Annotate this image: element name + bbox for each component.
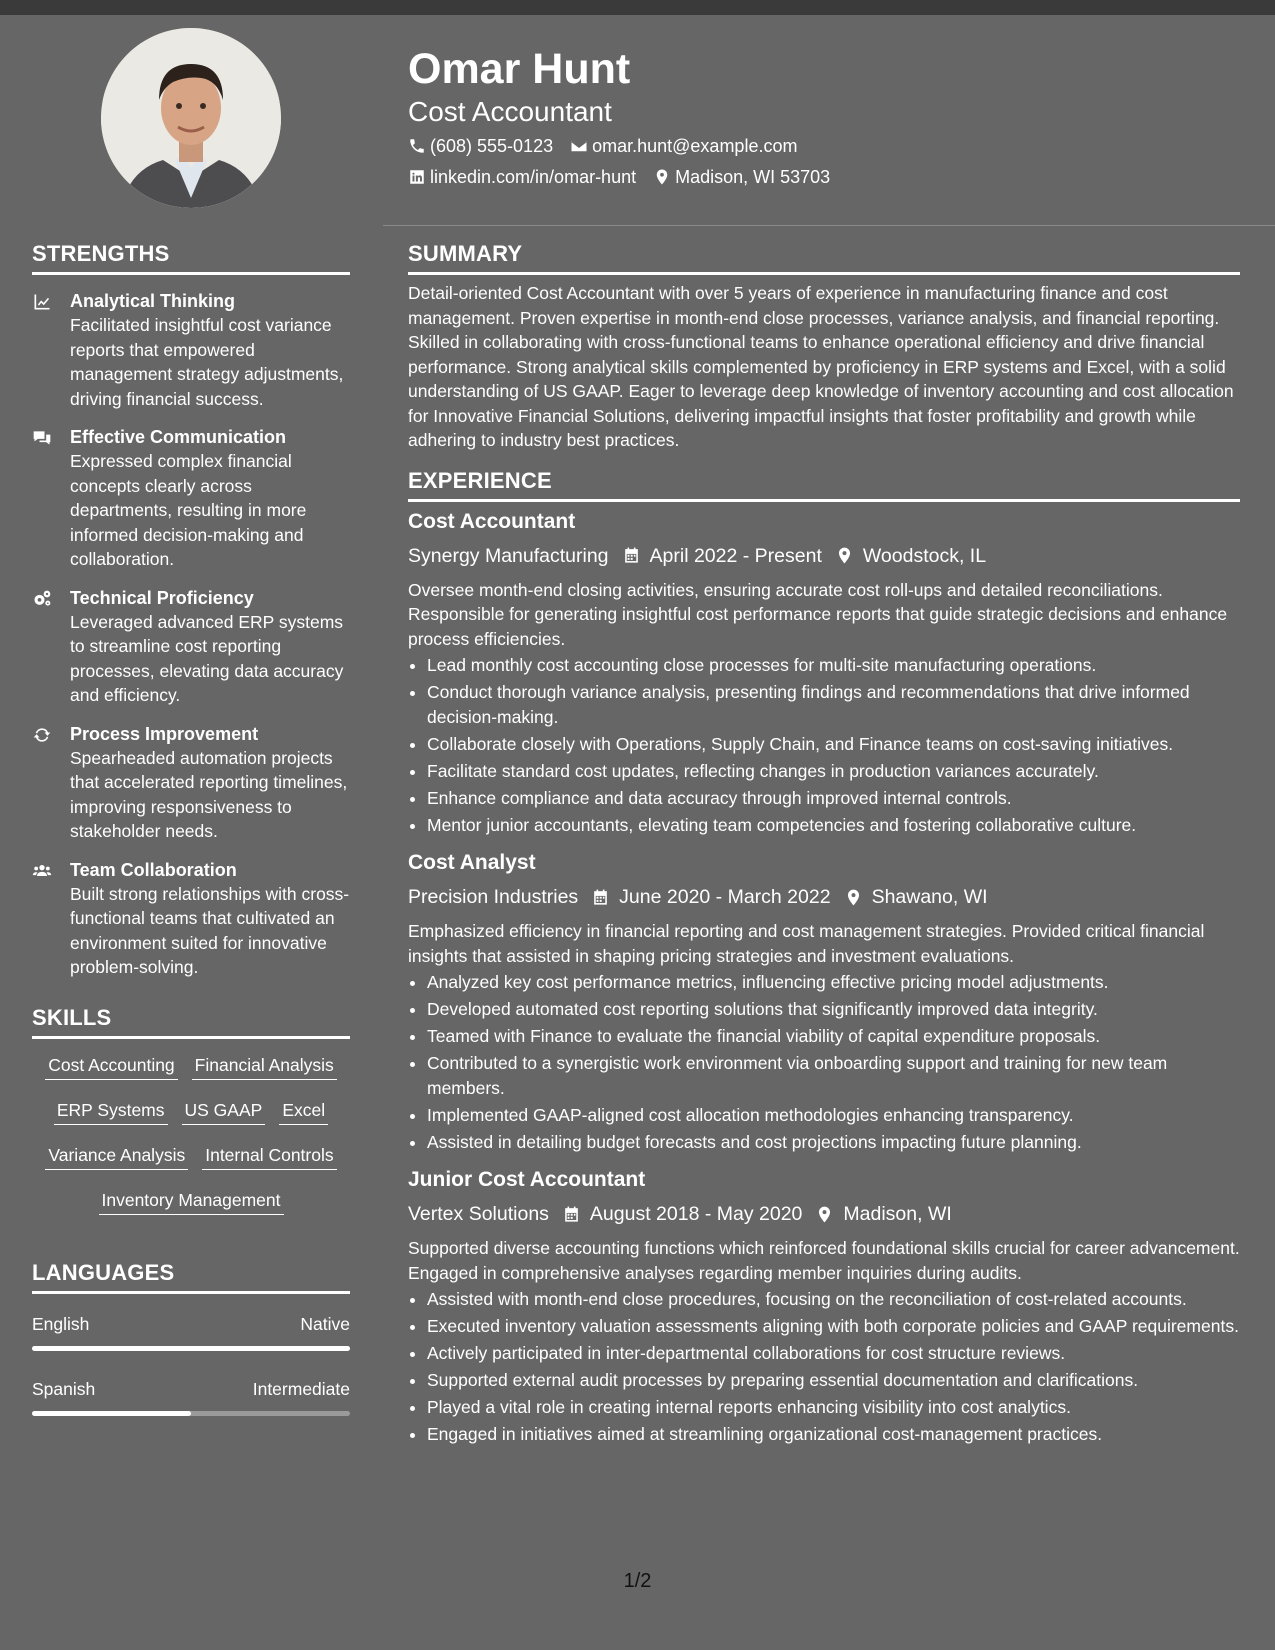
left-column bbox=[32, 240, 350, 1416]
contact-row-1 bbox=[408, 134, 814, 158]
job-bullets bbox=[408, 1287, 1240, 1447]
page-indicator: 1/2 bbox=[623, 1570, 652, 1592]
email-contact[interactable] bbox=[570, 134, 797, 158]
experience-title: EXPERIENCE bbox=[408, 467, 552, 493]
skill-tag: ERP Systems bbox=[54, 1098, 168, 1125]
language-level: Native bbox=[300, 1313, 350, 1334]
job-bullet: • Lead monthly cost accounting close processes for multi-site manufacturing operations. bbox=[427, 653, 1240, 678]
job-company: Synergy Manufacturing bbox=[408, 544, 609, 567]
languages-rule bbox=[32, 1291, 350, 1294]
email-text[interactable]: omar.hunt@example.com bbox=[592, 136, 798, 156]
job-company: Vertex Solutions bbox=[408, 1203, 549, 1225]
job-bullet: • Actively participated in inter-departmental collaborations for cost structure reviews. bbox=[427, 1341, 1240, 1366]
summary-text: Detail-oriented Cost Accountant with over 5 years of experience in manufacturing finance and cost management. Proven expertise in month-end close processes, variance analysis, and financial reporting. Skilled in collaborating with cross-functional teams to enhance operational efficiency and drive financial performance. Strong analytical skills complemented by proficiency in ERP systems and Excel, with a solid understanding of US GAAP. Eager to leverage deep knowledge of inventory accounting and cost allocation for Innovative Financial Solutions, delivering impactful insights that foster profitability and growth while adhering to industry best practices. bbox=[408, 283, 1234, 450]
language-item bbox=[32, 1377, 350, 1416]
job-bullet: • Mentor junior accountants, elevating team competencies and fostering collaborative culture. bbox=[427, 813, 1240, 838]
skill-tag: Cost Accounting bbox=[45, 1053, 177, 1080]
languages-title: LANGUAGES bbox=[32, 1259, 175, 1285]
line-chart-icon bbox=[32, 292, 52, 312]
job-location: Woodstock, IL bbox=[862, 544, 987, 567]
calendar-icon bbox=[622, 546, 641, 565]
job-title: Junior Cost Accountant bbox=[408, 1168, 646, 1191]
job-entry bbox=[408, 849, 1240, 1154]
skill-tag: US GAAP bbox=[182, 1098, 266, 1125]
job-bullets bbox=[408, 970, 1240, 1154]
summary-title: SUMMARY bbox=[408, 241, 523, 266]
language-bar-fill bbox=[32, 1346, 350, 1351]
job-location: Madison, WI bbox=[843, 1203, 952, 1225]
linkedin-text[interactable]: linkedin.com/in/omar-hunt bbox=[430, 167, 637, 187]
job-dates: June 2020 - March 2022 bbox=[619, 886, 831, 908]
job-description: Oversee month-end closing activities, ensuring accurate cost roll-ups and detailed reconciliations. Responsible for generating insightful cost performance reports that guide strategic decisions and enhance process efficiencies. bbox=[408, 579, 1228, 649]
skill-tag: Variance Analysis bbox=[45, 1143, 188, 1170]
language-level: Intermediate bbox=[252, 1378, 350, 1399]
language-name: English bbox=[32, 1313, 90, 1334]
strength-title: Effective Communication bbox=[70, 427, 287, 447]
strength-title: Analytical Thinking bbox=[70, 291, 236, 311]
calendar-icon bbox=[591, 888, 610, 907]
skills-rule bbox=[32, 1036, 350, 1039]
strength-desc: Leveraged advanced ERP systems to streamline cost reporting processes, elevating data accuracy and efficiency. bbox=[70, 611, 344, 705]
strength-title: Technical Proficiency bbox=[70, 587, 254, 608]
location-pin-icon bbox=[835, 546, 854, 565]
language-name: Spanish bbox=[32, 1378, 96, 1399]
location-pin-icon bbox=[653, 168, 671, 186]
job-location: Shawano, WI bbox=[871, 886, 988, 908]
phone-text: (608) 555-0123 bbox=[430, 136, 554, 156]
mail-icon bbox=[570, 137, 588, 155]
job-bullet: • Implemented GAAP-aligned cost allocation methodologies enhancing transparency. bbox=[427, 1103, 1240, 1128]
strength-item bbox=[32, 722, 350, 844]
job-entry bbox=[408, 1166, 1240, 1447]
job-bullet: • Engaged in initiatives aimed at streamlining organizational cost-management practices. bbox=[427, 1422, 1240, 1447]
phone-contact bbox=[408, 134, 553, 158]
calendar-icon bbox=[562, 1205, 581, 1224]
strength-desc: Facilitated insightful cost variance reports that empowered management strategy adjustments, driving financial success. bbox=[70, 315, 344, 409]
strength-item bbox=[32, 289, 350, 411]
job-bullet: • Developed automated cost reporting solutions that significantly improved data integrity. bbox=[427, 997, 1240, 1022]
summary-rule bbox=[408, 272, 1240, 275]
strength-item bbox=[32, 425, 350, 572]
candidate-role: Cost Accountant bbox=[408, 96, 612, 127]
job-title: Cost Accountant bbox=[408, 509, 576, 533]
job-title: Cost Analyst bbox=[408, 851, 536, 874]
refresh-icon bbox=[32, 725, 52, 745]
job-bullet: • Facilitate standard cost updates, reflecting changes in production variances accurately. bbox=[427, 759, 1240, 784]
location-text: Madison, WI 53703 bbox=[675, 167, 831, 187]
skills-title: SKILLS bbox=[32, 1004, 112, 1030]
avatar bbox=[101, 28, 281, 208]
phone-icon bbox=[408, 137, 426, 155]
skill-tag: Internal Controls bbox=[202, 1143, 336, 1170]
skill-tag: Excel bbox=[279, 1098, 328, 1125]
linkedin-icon bbox=[408, 168, 426, 186]
strengths-title: STRENGTHS bbox=[32, 241, 170, 266]
gears-icon bbox=[32, 589, 52, 609]
job-bullet: • Collaborate closely with Operations, Supply Chain, and Finance teams on cost-saving initiatives. bbox=[427, 732, 1240, 757]
job-bullet: • Assisted with month-end close procedures, focusing on the reconciliation of cost-related accounts. bbox=[427, 1287, 1240, 1312]
language-bar bbox=[32, 1346, 350, 1351]
language-item bbox=[32, 1312, 350, 1351]
location-pin-icon bbox=[844, 888, 863, 907]
job-bullet: • Executed inventory valuation assessments aligning with both corporate policies and GAAP requirements. bbox=[427, 1314, 1240, 1339]
experience-rule bbox=[408, 499, 1240, 502]
strength-desc: Built strong relationships with cross-functional teams that cultivated an environment suited for innovative problem-solving. bbox=[70, 883, 350, 977]
job-bullet: • Teamed with Finance to evaluate the financial viability of capital expenditure proposals. bbox=[427, 1024, 1240, 1049]
header-divider bbox=[383, 225, 1275, 226]
strength-desc: Expressed complex financial concepts clearly across departments, resulting in more informed decision-making and collaboration. bbox=[70, 451, 307, 569]
job-dates: April 2022 - Present bbox=[649, 544, 822, 567]
job-bullet: • Contributed to a synergistic work environment via onboarding support and training for new team members. bbox=[427, 1051, 1240, 1100]
skill-tag: Financial Analysis bbox=[192, 1053, 337, 1080]
job-dates: August 2018 - May 2020 bbox=[589, 1203, 803, 1225]
job-company: Precision Industries bbox=[408, 886, 579, 908]
job-bullet: • Played a vital role in creating internal reports enhancing visibility into cost analytics. bbox=[427, 1395, 1240, 1420]
skills-list bbox=[32, 1053, 350, 1233]
linkedin-contact[interactable] bbox=[408, 165, 636, 189]
candidate-name: Omar Hunt bbox=[408, 45, 631, 93]
job-description: Emphasized efficiency in financial reporting and cost management strategies. Provided critical financial insights that assisted in shaping pricing strategies and investment evaluations. bbox=[408, 921, 1205, 966]
team-icon bbox=[32, 861, 52, 881]
job-bullet: • Assisted in detailing budget forecasts and cost projections impacting future planning. bbox=[427, 1130, 1240, 1155]
strength-item bbox=[32, 586, 350, 708]
job-entry bbox=[408, 508, 1240, 838]
job-bullet: • Conduct thorough variance analysis, presenting findings and recommendations that drive informed decision-making. bbox=[427, 680, 1240, 729]
language-bar bbox=[32, 1411, 350, 1416]
strength-item bbox=[32, 858, 350, 980]
right-column bbox=[408, 240, 1240, 1449]
strength-desc: Spearheaded automation projects that accelerated reporting timelines, improving responsiveness to stakeholder needs. bbox=[70, 747, 348, 841]
job-description: Supported diverse accounting functions which reinforced foundational skills crucial for career advancement. Engaged in comprehensive analyses regarding member inquiries during audits. bbox=[408, 1238, 1240, 1283]
location-contact bbox=[653, 165, 830, 189]
job-meta bbox=[408, 883, 1240, 911]
job-bullet: • Analyzed key cost performance metrics, influencing effective pricing model adjustments. bbox=[427, 970, 1240, 995]
job-bullet: • Supported external audit processes by preparing essential documentation and clarifications. bbox=[427, 1368, 1240, 1393]
strength-title: Team Collaboration bbox=[70, 859, 237, 880]
job-meta bbox=[408, 542, 1240, 570]
language-bar-fill bbox=[32, 1411, 191, 1416]
contact-row-2 bbox=[408, 165, 847, 189]
location-pin-icon bbox=[815, 1205, 834, 1224]
job-bullet: • Enhance compliance and data accuracy through improved internal controls. bbox=[427, 786, 1240, 811]
strength-title: Process Improvement bbox=[70, 723, 259, 744]
skill-tag: Inventory Management bbox=[99, 1188, 284, 1215]
strengths-rule bbox=[32, 272, 350, 275]
chat-bubbles-icon bbox=[32, 428, 52, 448]
profile-photo-icon bbox=[101, 28, 281, 208]
job-bullets bbox=[408, 653, 1240, 837]
top-bar bbox=[0, 0, 1275, 15]
job-meta bbox=[408, 1200, 1240, 1228]
